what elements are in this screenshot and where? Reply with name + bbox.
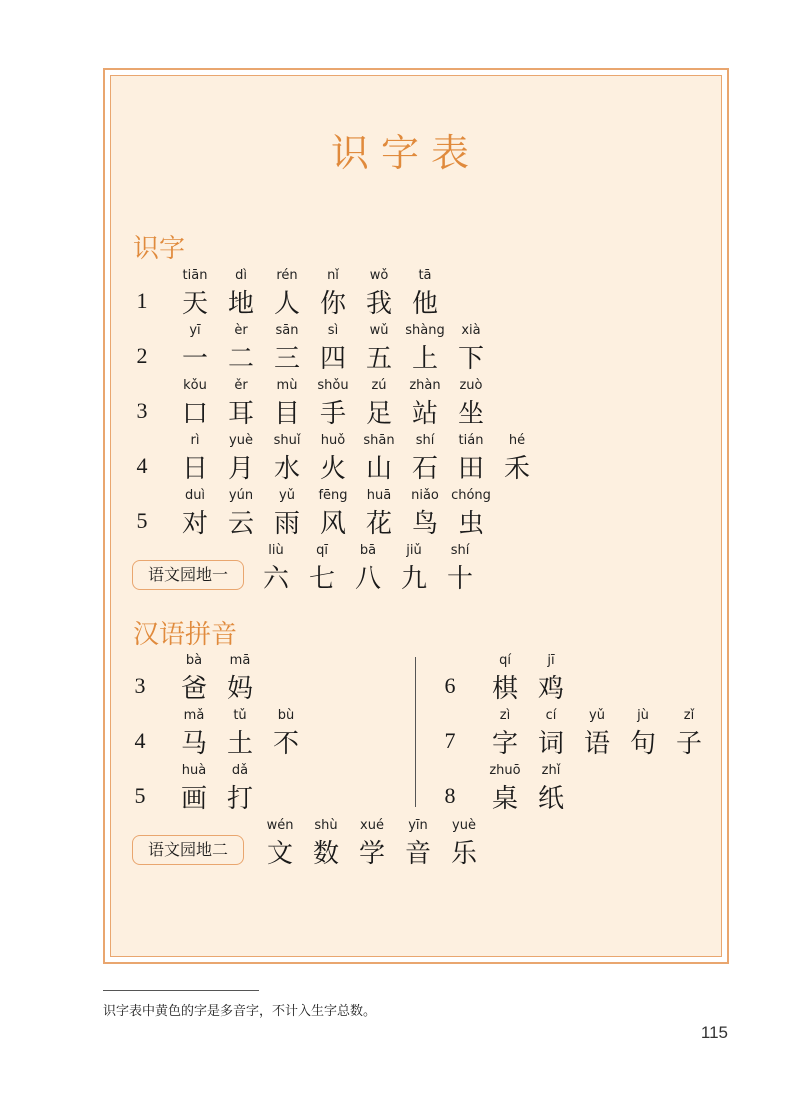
pinyin: èr	[234, 323, 248, 338]
hanzi: 我	[365, 289, 392, 319]
hanzi: 花	[365, 509, 392, 539]
pinyin: yī	[189, 323, 201, 338]
row-number: 8	[444, 783, 456, 808]
column-divider	[415, 657, 416, 807]
pinyin: ěr	[234, 378, 248, 393]
character-cell	[531, 763, 571, 814]
footnote: 识字表中黄色的字是多音字，不计入生字总数。	[103, 1004, 377, 1019]
pinyin: sān	[275, 323, 299, 338]
hanzi: 二	[227, 344, 254, 374]
hanzi: 棋	[491, 674, 518, 704]
hanzi: 田	[457, 454, 484, 484]
pinyin: bà	[185, 653, 203, 668]
pinyin: sì	[327, 323, 339, 338]
pinyin: jù	[637, 708, 649, 723]
hanzi: 三	[273, 344, 300, 374]
pinyin: zhuō	[489, 763, 521, 778]
pinyin: zú	[371, 378, 387, 393]
hanzi: 四	[319, 344, 346, 374]
row-number: 2	[136, 343, 148, 368]
hanzi: 上	[411, 344, 438, 374]
hanzi: 文	[266, 839, 293, 869]
pinyin: dì	[235, 268, 247, 283]
hanzi: 火	[319, 454, 346, 484]
hanzi: 打	[226, 784, 253, 814]
character-cell	[451, 323, 491, 374]
pinyin: zì	[499, 708, 511, 723]
page-title: 识字表	[330, 131, 481, 175]
hanzi: 画	[180, 784, 207, 814]
hanzi: 马	[180, 729, 207, 759]
pinyin: zǐ	[683, 708, 695, 723]
character-cell	[444, 818, 484, 869]
pinyin: tián	[458, 433, 484, 448]
pinyin: shān	[363, 433, 395, 448]
pinyin: yǔ	[279, 488, 295, 503]
pinyin: mā	[229, 653, 251, 668]
pinyin: chóng	[451, 488, 491, 503]
pinyin: niǎo	[411, 488, 439, 503]
hanzi: 学	[358, 839, 385, 869]
pinyin: zhàn	[409, 378, 441, 393]
pinyin: wǔ	[369, 323, 389, 338]
hanzi: 月	[227, 454, 254, 484]
hanzi: 地	[227, 289, 254, 319]
pinyin: xià	[461, 323, 481, 338]
pinyin: shàng	[405, 323, 445, 338]
pinyin: kǒu	[183, 378, 207, 393]
character-cell	[440, 543, 480, 594]
pinyin: shù	[314, 818, 338, 833]
pinyin: mù	[276, 378, 298, 393]
character-cell	[220, 763, 260, 814]
pinyin: tǔ	[233, 708, 247, 723]
pinyin: duì	[184, 488, 206, 503]
hanzi: 语	[583, 729, 610, 759]
hanzi: 乐	[450, 839, 477, 869]
pinyin: yǔ	[589, 708, 605, 723]
pinyin: tā	[418, 268, 432, 283]
pinyin: cí	[545, 708, 557, 723]
character-cell	[669, 708, 709, 759]
pinyin: xué	[360, 818, 384, 833]
hanzi: 人	[273, 289, 300, 319]
hanzi: 站	[411, 399, 438, 429]
hanzi: 手	[319, 399, 346, 429]
hanzi: 字	[491, 729, 518, 759]
row-number: 1	[136, 288, 148, 313]
row-number: 4	[136, 453, 148, 478]
row-number: 5	[136, 508, 148, 533]
garden-badge: 语文园地一	[132, 560, 244, 590]
hanzi: 对	[181, 509, 208, 539]
pinyin: shí	[450, 543, 470, 558]
pinyin: yuè	[452, 818, 476, 833]
hanzi: 足	[365, 399, 392, 429]
hanzi: 云	[227, 509, 254, 539]
character-cell	[266, 708, 306, 759]
hanzi: 六	[262, 564, 289, 594]
hanzi: 禾	[503, 454, 530, 484]
hanzi: 子	[675, 729, 702, 759]
hanzi: 下	[457, 344, 484, 374]
hanzi: 你	[319, 289, 346, 319]
row-number: 7	[444, 728, 456, 753]
pinyin: zhǐ	[541, 763, 561, 778]
hanzi: 水	[273, 454, 300, 484]
pinyin: jī	[547, 653, 555, 668]
hanzi: 鸟	[411, 509, 438, 539]
hanzi: 九	[400, 564, 427, 594]
hanzi: 句	[629, 729, 656, 759]
hanzi: 鸡	[537, 674, 564, 704]
section-heading-shizi: 识字	[133, 234, 186, 264]
hanzi: 词	[537, 729, 564, 759]
hanzi: 妈	[226, 674, 253, 704]
character-cell	[451, 378, 491, 429]
pinyin: yīn	[408, 818, 428, 833]
pinyin: qí	[499, 653, 511, 668]
row-number: 4	[134, 728, 146, 753]
pinyin: hé	[508, 433, 526, 448]
hanzi: 日	[181, 454, 208, 484]
hanzi: 耳	[227, 399, 254, 429]
character-cell	[220, 653, 260, 704]
pinyin: zuò	[459, 378, 483, 393]
pinyin: yuè	[229, 433, 253, 448]
hanzi: 石	[411, 454, 438, 484]
hanzi: 雨	[273, 509, 300, 539]
hanzi: 一	[181, 344, 208, 374]
character-cell	[497, 433, 537, 484]
footnote-rule	[103, 990, 259, 991]
hanzi: 目	[273, 399, 300, 429]
pinyin: shuǐ	[273, 433, 301, 448]
pinyin: dǎ	[231, 763, 249, 778]
hanzi: 五	[365, 344, 392, 374]
hanzi: 不	[272, 729, 299, 759]
pinyin: jiǔ	[406, 543, 422, 558]
pinyin: rì	[190, 433, 200, 448]
hanzi: 口	[181, 399, 208, 429]
page-number: 115	[700, 1023, 728, 1042]
character-cell	[451, 488, 491, 539]
pinyin: shǒu	[317, 378, 349, 393]
character-cell	[531, 653, 571, 704]
hanzi: 他	[411, 289, 438, 319]
pinyin: bù	[277, 708, 295, 723]
garden-badge: 语文园地二	[132, 835, 244, 865]
hanzi: 坐	[457, 399, 484, 429]
pinyin: huā	[366, 488, 392, 503]
hanzi: 风	[319, 509, 346, 539]
pinyin: wǒ	[369, 268, 389, 283]
pinyin: nǐ	[327, 268, 339, 283]
row-number: 5	[134, 783, 146, 808]
pinyin: fēng	[318, 488, 348, 503]
character-cell	[405, 268, 445, 319]
pinyin: qī	[316, 543, 328, 558]
hanzi: 数	[312, 839, 339, 869]
pinyin: huà	[181, 763, 207, 778]
section-heading-pinyin: 汉语拼音	[133, 620, 238, 650]
hanzi: 十	[446, 564, 473, 594]
hanzi: 八	[354, 564, 381, 594]
pinyin: liù	[268, 543, 284, 558]
row-number: 6	[444, 673, 456, 698]
hanzi: 爸	[180, 674, 207, 704]
hanzi: 虫	[457, 509, 484, 539]
pinyin: yún	[228, 488, 254, 503]
pinyin: rén	[276, 268, 298, 283]
pinyin: bā	[359, 543, 377, 558]
pinyin: wén	[266, 818, 294, 833]
pinyin: huǒ	[320, 433, 346, 448]
hanzi: 七	[308, 564, 335, 594]
row-number: 3	[136, 398, 148, 423]
hanzi: 山	[365, 454, 392, 484]
hanzi: 土	[226, 729, 253, 759]
hanzi: 纸	[537, 784, 564, 814]
pinyin: mǎ	[183, 708, 205, 723]
pinyin: tiān	[182, 268, 208, 283]
row-number: 3	[134, 673, 146, 698]
hanzi: 天	[181, 289, 208, 319]
hanzi: 桌	[491, 784, 518, 814]
hanzi: 音	[404, 839, 431, 869]
pinyin: shí	[415, 433, 435, 448]
